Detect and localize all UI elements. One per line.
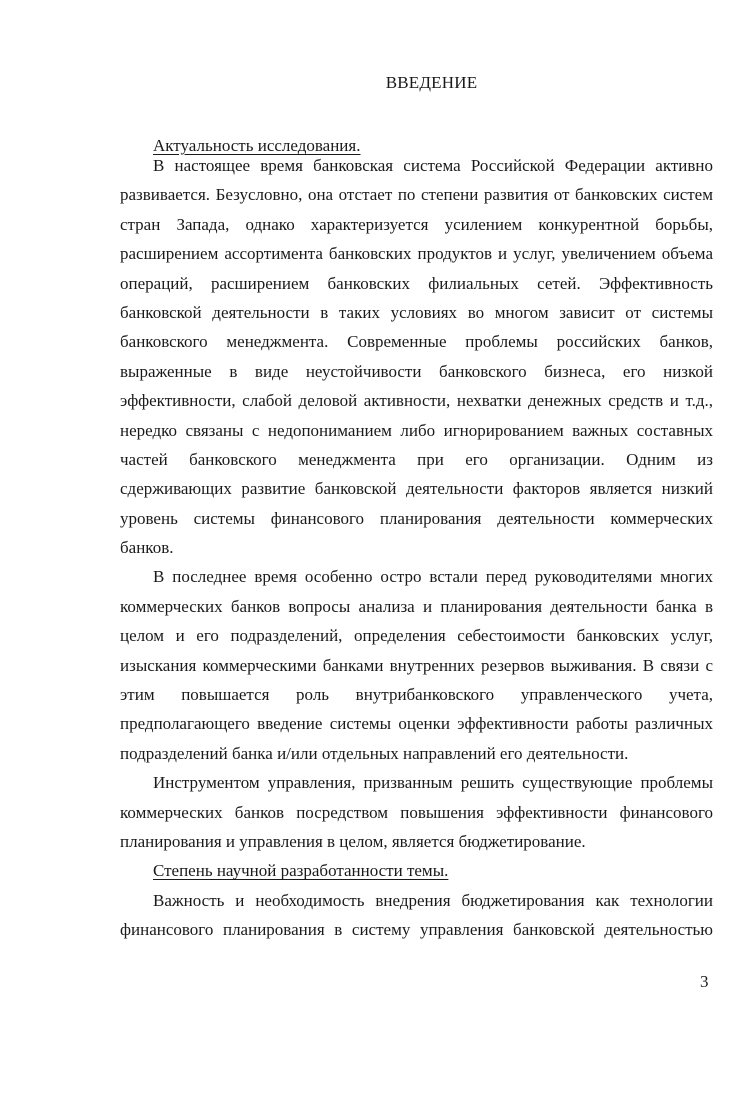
text-line: сдерживающих развитие банковской деятельности факторов является низкий (120, 479, 713, 499)
page-title: ВВЕДЕНИЕ (385, 73, 478, 92)
text-line: изыскания коммерческими банками внутренних резервов выживания. В связи с (120, 655, 713, 675)
text-line: развивается. Безусловно, она отстает по степени развития от банковских систем (120, 185, 713, 205)
page-number: 3 (700, 972, 709, 991)
text-line: коммерческих банков посредством повышения эффективности финансового (120, 802, 713, 822)
text-line: банковской деятельности в таких условиях во многом зависит от системы (120, 302, 713, 322)
text-line: В настоящее время банковская система Российской Федерации активно (153, 156, 713, 175)
section-heading: Актуальность исследования. (153, 136, 361, 155)
text-line: операций, расширением банковских филиальных сетей. Эффективность (120, 273, 713, 293)
text-line: этим повышается роль внутрибанковского управленческого учета, (120, 685, 713, 705)
text-line: нередко связаны с недопониманием либо игнорированием важных составных (120, 420, 713, 440)
section-heading: Степень научной разработанности темы. (153, 861, 449, 881)
document-body (120, 131, 713, 945)
text-line: В последнее время особенно остро встали перед руководителями многих (153, 567, 713, 587)
text-line: эффективности, слабой деловой активности, нехватки денежных средств и т.д., (120, 391, 713, 411)
text-line: расширением ассортимента банковских продуктов и услуг, увеличением объема (120, 244, 713, 264)
text-line: финансового планирования в систему управления банковской деятельностью (120, 920, 713, 940)
text-line: предполагающего введение системы оценки эффективности работы различных (120, 714, 713, 734)
text-line: Важность и необходимость внедрения бюджетирования как технологии (153, 890, 713, 910)
text-line: стран Запада, однако характеризуется усилением конкурентной борьбы, (120, 214, 713, 234)
text-line: банковского менеджмента. Современные проблемы российских банков, (120, 332, 713, 352)
text-line: выраженные в виде неустойчивости банковского бизнеса, его низкой (120, 361, 713, 381)
text-line: частей банковского менеджмента при его организации. Одним из (120, 449, 713, 469)
text-line: уровень системы финансового планирования деятельности коммерческих (120, 508, 713, 528)
text-line: целом и его подразделений, определения себестоимости банковских услуг, (120, 626, 713, 646)
text-line: подразделений банка и/или отдельных направлений его деятельности. (120, 743, 629, 763)
text-line: коммерческих банков вопросы анализа и планирования деятельности банка в (120, 596, 713, 616)
text-line: Инструментом управления, призванным решить существующие проблемы (153, 773, 713, 793)
text-line: банков. (120, 538, 174, 558)
text-line: планирования и управления в целом, является бюджетирование. (120, 831, 586, 851)
